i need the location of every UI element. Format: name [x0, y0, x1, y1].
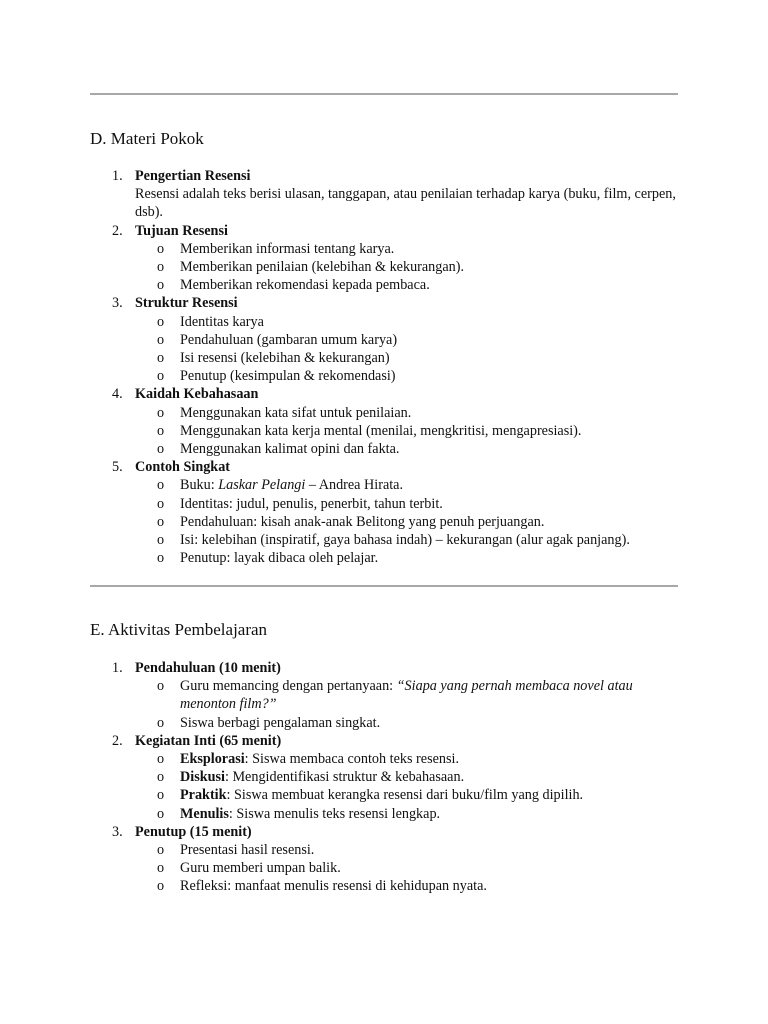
sub-item-text: Refleksi: manfaat menulis resensi di kehidupan nyata. [180, 878, 487, 895]
bullet-mark: o [157, 240, 165, 257]
sub-item [135, 404, 680, 422]
bullet-mark: o [157, 878, 165, 895]
bullet-mark: o [157, 842, 165, 859]
bullet-mark: o [157, 277, 165, 294]
item-title: Penutup (15 menit) [135, 823, 252, 840]
bullet-mark: o [157, 477, 165, 494]
sub-item [135, 531, 680, 549]
sub-item-text: Menggunakan kalimat opini dan fakta. [180, 441, 400, 458]
section-divider-top [90, 93, 678, 95]
sub-item-text: Penutup (kesimpulan & rekomendasi) [180, 368, 396, 385]
sub-item [135, 677, 680, 713]
list-item [90, 823, 680, 896]
item-number: 2. [112, 732, 123, 749]
item-title: Kegiatan Inti (65 menit) [135, 732, 282, 749]
sub-item-text: Memberikan informasi tentang karya. [180, 240, 395, 257]
sub-item [135, 313, 680, 331]
sub-item [135, 877, 680, 895]
list-item [90, 294, 680, 385]
sub-list [135, 404, 680, 459]
sub-item [135, 240, 680, 258]
bullet-mark: o [157, 532, 165, 549]
book-suffix: – Andrea Hirata. [305, 477, 404, 494]
book-prefix: Buku: [180, 477, 219, 494]
item-number: 4. [112, 386, 123, 403]
question-prefix: Guru memancing dengan pertanyaan: [180, 678, 397, 695]
step-label: Eksplorasi [180, 751, 245, 768]
item-title: Struktur Resensi [135, 295, 238, 312]
sub-list [135, 313, 680, 386]
sub-item [135, 549, 680, 567]
bullet-mark: o [157, 495, 165, 512]
list-item [90, 732, 680, 823]
bullet-mark: o [157, 422, 165, 439]
sub-item-text: Penutup: layak dibaca oleh pelajar. [180, 550, 379, 567]
sub-list [135, 750, 680, 823]
sub-item [135, 331, 680, 349]
step-label: Menulis [180, 805, 229, 822]
sub-item-text: Menggunakan kata sifat untuk penilaian. [180, 404, 412, 421]
sub-item [135, 367, 680, 385]
item-number: 1. [112, 660, 123, 676]
sub-list [135, 841, 680, 896]
sub-item [135, 805, 680, 823]
aktivitas-list [90, 659, 680, 896]
item-number: 2. [112, 222, 123, 239]
step-label: Praktik [180, 787, 227, 804]
item-title: Tujuan Resensi [135, 222, 228, 239]
step-text: : Siswa membuat kerangka resensi dari buku/film yang dipilih. [226, 787, 584, 804]
section-e-heading: E. Aktivitas Pembelajaran [90, 620, 268, 639]
sub-item [135, 714, 680, 732]
bullet-mark: o [157, 550, 165, 567]
item-description: Resensi adalah teks berisi ulasan, tanggapan, atau penilaian terhadap karya (buku, film, cerpen, dsb). [135, 186, 676, 221]
list-item [90, 385, 680, 458]
sub-item-text: Memberikan penilaian (kelebihan & kekurangan). [180, 259, 465, 276]
sub-item [135, 786, 680, 804]
item-number: 5. [112, 459, 123, 476]
sub-item [135, 750, 680, 768]
sub-item [135, 841, 680, 859]
item-title: Pendahuluan (10 menit) [135, 660, 281, 676]
section-d-heading: D. Materi Pokok [90, 129, 204, 148]
sub-item-text: Guru memberi umpan balik. [180, 860, 341, 877]
item-number: 3. [112, 295, 123, 312]
sub-item-text: Isi resensi (kelebihan & kekurangan) [180, 350, 390, 367]
item-title: Kaidah Kebahasaan [135, 386, 259, 403]
bullet-mark: o [157, 805, 165, 822]
section-e-content [90, 659, 680, 896]
sub-list [135, 240, 680, 295]
bullet-mark: o [157, 751, 165, 768]
bullet-mark: o [157, 259, 165, 276]
sub-item-text: Menggunakan kata kerja mental (menilai, mengkritisi, mengapresiasi). [180, 422, 582, 439]
sub-item [135, 513, 680, 531]
bullet-mark: o [157, 441, 165, 458]
bullet-mark: o [157, 678, 165, 695]
sub-item [135, 859, 680, 877]
section-divider-middle [90, 585, 678, 587]
sub-item [135, 349, 680, 367]
bullet-mark: o [157, 513, 165, 530]
sub-list [135, 677, 680, 732]
sub-list [135, 476, 680, 567]
bullet-mark: o [157, 787, 165, 804]
sub-item-text: Isi: kelebihan (inspiratif, gaya bahasa indah) – kekurangan (alur agak panjang). [180, 532, 630, 549]
item-number: 3. [112, 823, 123, 840]
bullet-mark: o [157, 860, 165, 877]
sub-item-text: Pendahuluan: kisah anak-anak Belitong yang penuh perjuangan. [180, 513, 545, 530]
section-d-content [90, 167, 680, 567]
step-text: : Siswa menulis teks resensi lengkap. [228, 805, 441, 822]
bullet-mark: o [157, 313, 165, 330]
step-text: : Siswa membaca contoh teks resensi. [244, 751, 459, 768]
bullet-mark: o [157, 404, 165, 421]
sub-item-text: Identitas: judul, penulis, penerbit, tahun terbit. [180, 495, 443, 512]
step-text: : Mengidentifikasi struktur & kebahasaan. [224, 769, 465, 786]
sub-item [135, 495, 680, 513]
bullet-mark: o [157, 331, 165, 348]
sub-item [135, 440, 680, 458]
sub-item [135, 258, 680, 276]
materi-pokok-list [90, 167, 680, 567]
sub-item-text: Pendahuluan (gambaran umum karya) [180, 331, 398, 348]
question-quote: “Siapa yang pernah membaca novel atau menonton film?” [180, 678, 633, 713]
bullet-mark: o [157, 769, 165, 786]
sub-item-text: Presentasi hasil resensi. [180, 842, 315, 859]
item-title: Contoh Singkat [135, 459, 231, 476]
sub-item [135, 422, 680, 440]
bullet-mark: o [157, 714, 165, 731]
sub-item [135, 476, 680, 494]
bullet-mark: o [157, 368, 165, 385]
list-item [90, 167, 680, 222]
sub-item-text: Identitas karya [180, 313, 264, 330]
item-title: Pengertian Resensi [135, 168, 251, 184]
sub-item [135, 768, 680, 786]
sub-item-text: Siswa berbagi pengalaman singkat. [180, 714, 381, 731]
bullet-mark: o [157, 350, 165, 367]
list-item [90, 659, 680, 732]
item-number: 1. [112, 168, 123, 184]
sub-item [135, 276, 680, 294]
sub-item-text: Memberikan rekomendasi kepada pembaca. [180, 277, 430, 294]
book-title: Laskar Pelangi [218, 477, 306, 494]
step-label: Diskusi [180, 769, 225, 786]
list-item [90, 222, 680, 295]
list-item [90, 458, 680, 567]
